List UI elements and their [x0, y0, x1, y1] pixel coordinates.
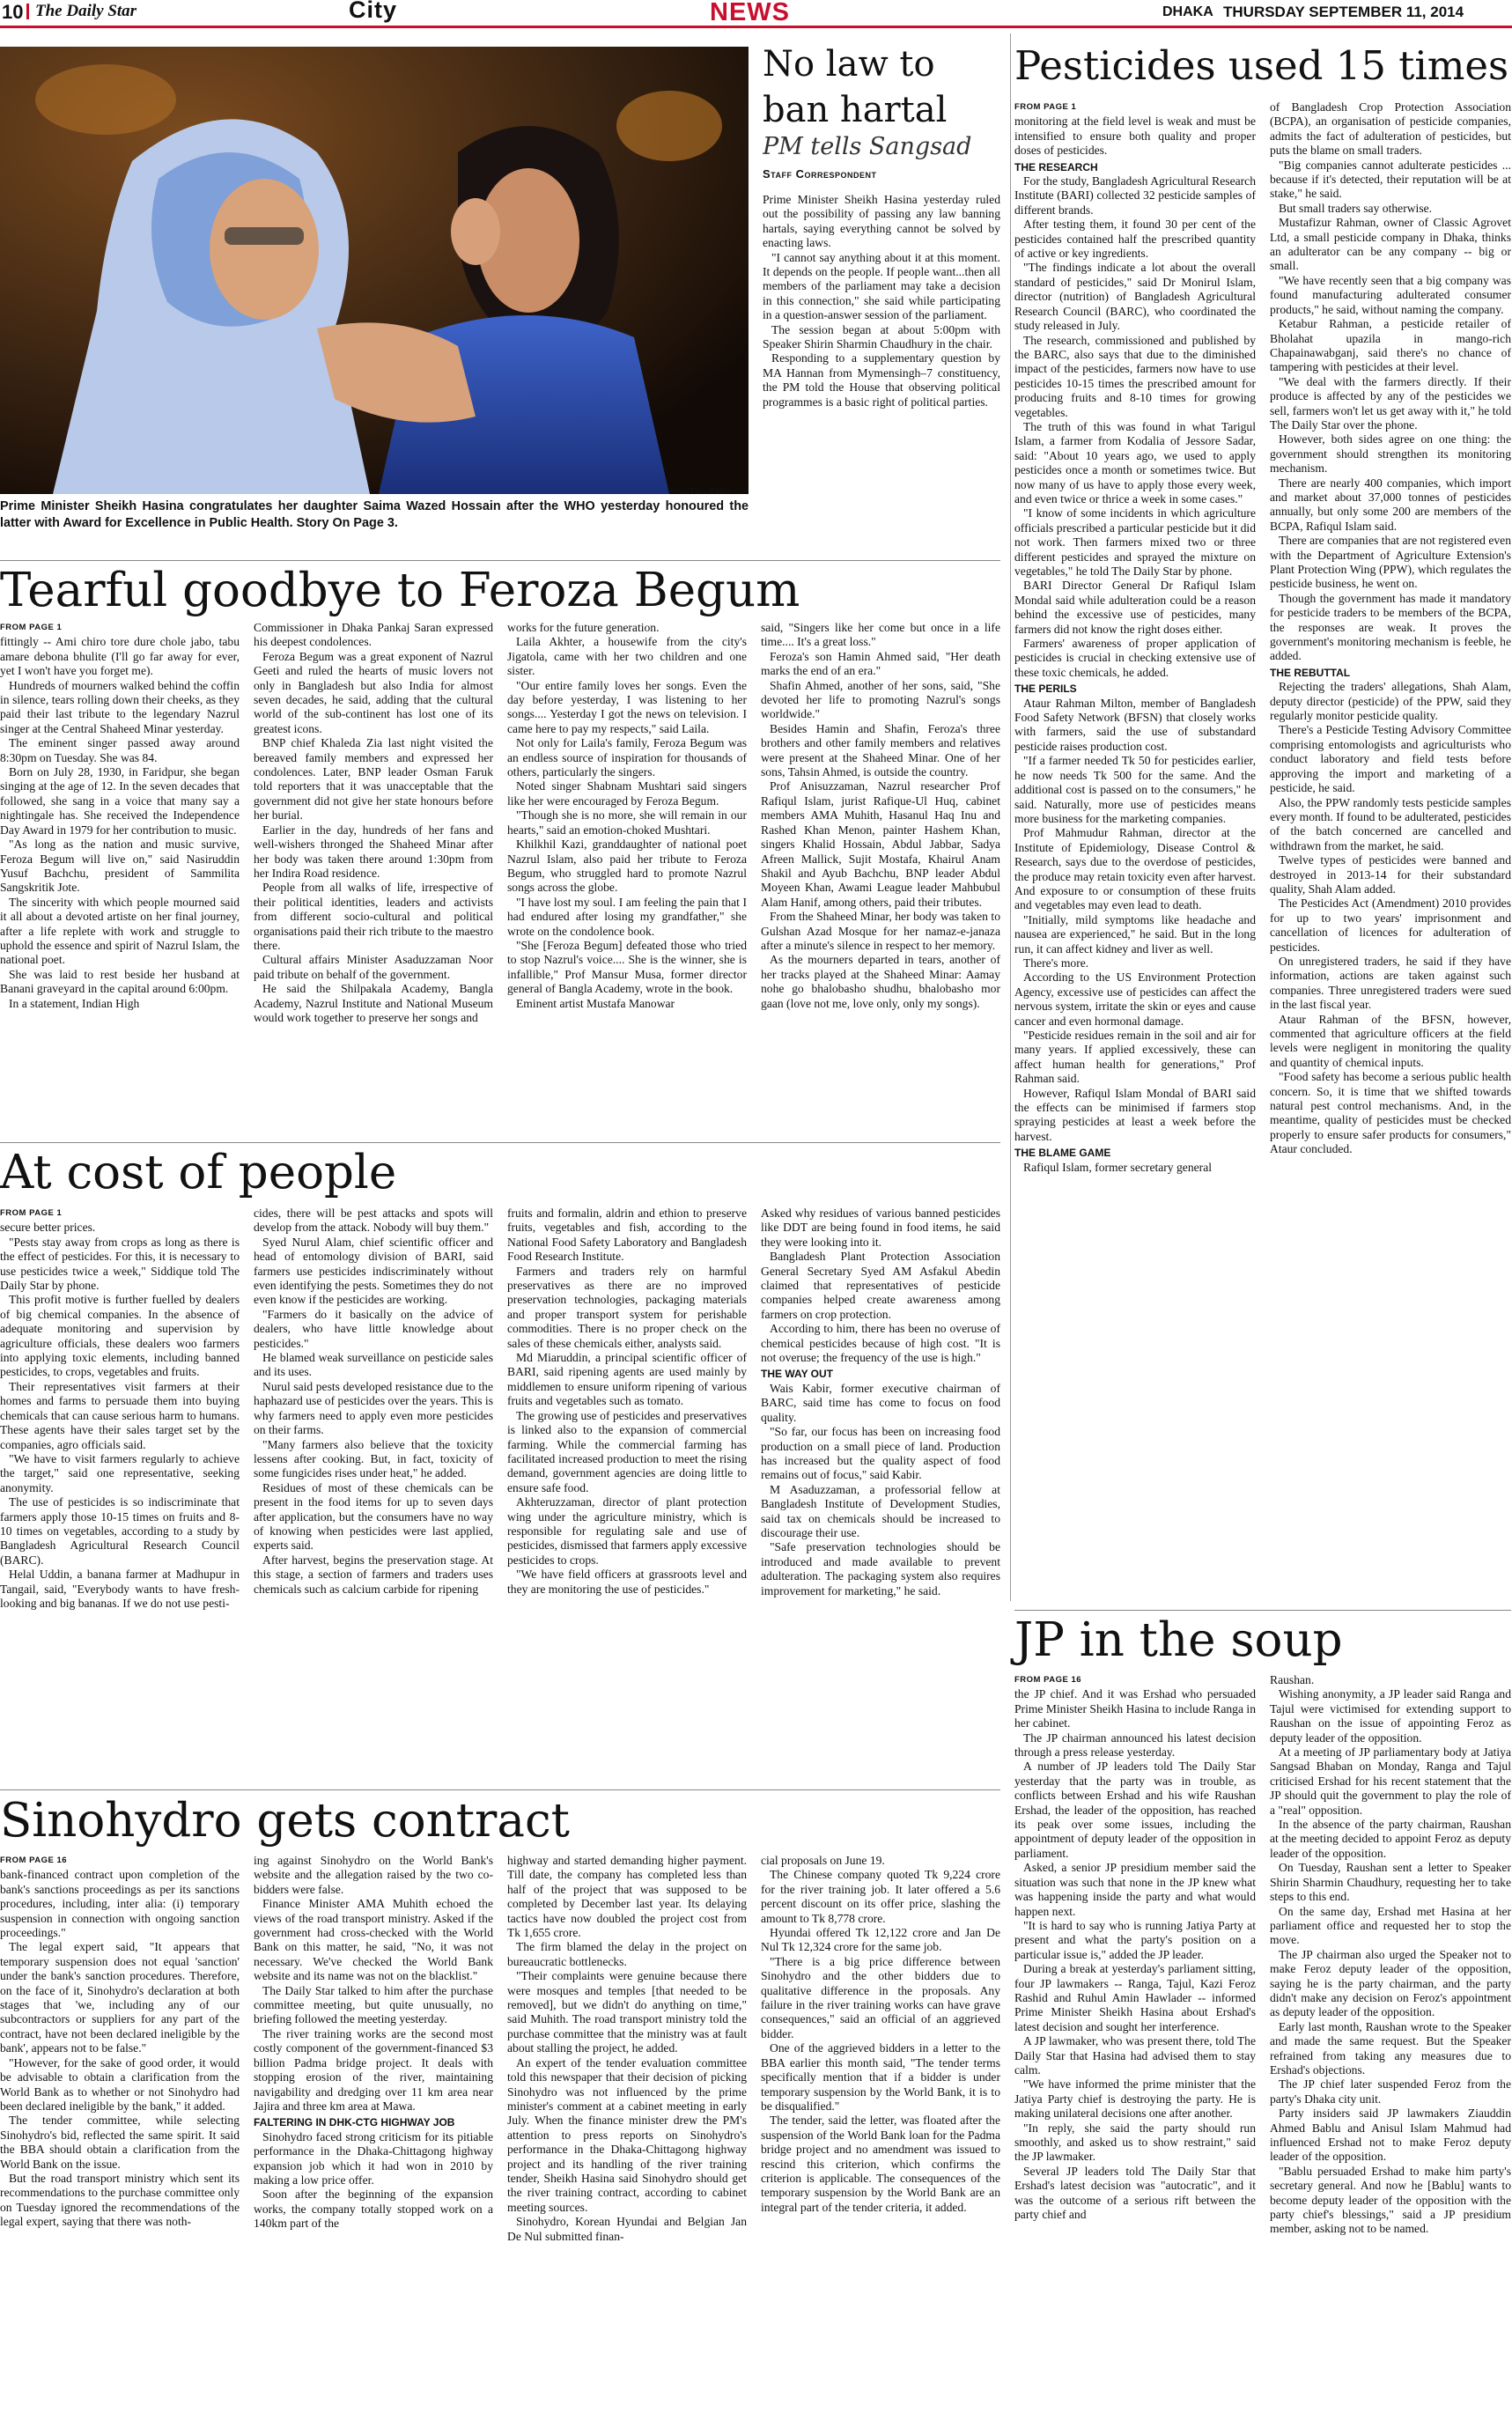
paragraph: "Big companies cannot adulterate pesticides ... because if it's detected, their reputation will be at stake," he said.	[1270, 158, 1511, 201]
from-page-label: FROM PAGE 16	[1014, 1675, 1082, 1685]
paragraph: The Pesticides Act (Amendment) 2010 provides for up to two years' imprisonment and cancellation of licences for adulteration of pesticides.	[1270, 896, 1511, 954]
paragraph: Party insiders said JP lawmakers Ziauddin Ahmed Bablu and Anisul Islam Mahmud had influenced Ershad not to make Feroz deputy leader of the opposition.	[1270, 2106, 1511, 2164]
page-number-divider	[26, 4, 29, 19]
paragraph: "We have informed the prime minister that the Jatiya Party chief is destroying the party. He is making unilateral decisions one after another.	[1014, 2077, 1256, 2121]
paragraph: The session began at about 5:00pm with Speaker Shirin Sharmin Chaudhury in the chair.	[763, 322, 1000, 351]
lead-photo-image	[0, 47, 749, 494]
paragraph: An expert of the tender evaluation committee told this newspaper that their decision of picking Sinohydro was not influenced by the prime minister's comment at a cabinet meeting in early July. When the finance minister drew the PM's attention to press reports on Sinohydro's performance in the Dhaka-Chittagong highway project and its handling of the river training tender, Sheikh Hasina said Sinohydro should get the river training contract, according to cabinet meeting sources.	[507, 2055, 747, 2214]
paragraph: However, Rafiqul Islam Mondal of BARI said the effects can be minimised if farmers stop spraying pesticides at least a week before the harvest.	[1014, 1086, 1256, 1143]
paragraph: Earlier in the day, hundreds of her fans and well-wishers thronged the Shaheed Minar after her body was taken there around 1:30pm from her Indira Road residence.	[254, 823, 493, 880]
sino-col-1	[0, 1854, 240, 2418]
paragraph: Soon after the beginning of the expansion works, the company totally stopped work on a 140km part of the	[254, 2188, 493, 2231]
dateline-city: DHAKA	[1162, 4, 1213, 19]
paragraph: Khilkhil Kazi, granddaughter of national poet Nazrul Islam, also paid her tribute to Feroza Begum, who struggled hard to promote Nazrul songs across the globe.	[507, 837, 747, 895]
paragraph: cides, there will be pest attacks and spots will develop from the attack. Nobody will buy them."	[254, 1206, 493, 1235]
paragraph: Feroza Begum was a great exponent of Nazrul Geeti and ruled the hearts of music lovers not only in Bangladesh but also India for almost seven decades, he said, adding that the cultural world of the sub-continent has lost one of its greatest icons.	[254, 649, 493, 735]
paragraph: Prof Anisuzzaman, Nazrul researcher Prof Rafiqul Islam, jurist Rafique-Ul Huq, cabinet members AMA Muhith, Hasanul Haq Inu and Rashed Khan Menon, painter Hashem Khan, singers Khalid Hossain, Abdul Jabbar, Sadya Afreen Mallick, Sujit Mostafa, Khairul Anam Shakil and Ayub Bachchu, BNP leader Abdul Moyeen Khan, Awami League leader Mahbubul Alam Hanif, among others, paid their tributes.	[761, 779, 1000, 909]
paragraph: "I have lost my soul. I am feeling the pain that I had endured after losing my grandfather," she wrote on the condolence book.	[507, 895, 747, 938]
paragraph: According to the US Environment Protection Agency, excessive use of pesticides can affect the nervous system, irritate the skin or eyes and cause cancer and even hormonal damage.	[1014, 970, 1256, 1028]
paragraph: works for the future generation.	[507, 621, 660, 634]
paragraph: The river training works are the second most costly component of the government-financed $3 billion Padma bridge project. It deals with stopping erosion of the river, maintaining navigability and dredging over 11 km area near Jajira and three km area at Mawa.	[254, 2026, 493, 2113]
paragraph: Bangladesh Plant Protection Association General Secretary Syed AM Asfakul Abedin claimed that representatives of pesticide companies helped create awareness among farmers on crop protection.	[761, 1250, 1000, 1321]
cost-col-1	[0, 1206, 240, 1783]
paragraph: From the Shaheed Minar, her body was taken to Gulshan Azad Mosque for her namaz-e-janaza after a minute's silence in respect to her memory.	[761, 910, 1000, 952]
paragraph: highway and started demanding higher payment. Till date, the company has completed less than half of the project that was supposed to be completed by December last year. Its delaying tactics have now doubled the project cost from Tk 1,655 crore.	[507, 1854, 747, 1940]
paragraph: "I cannot say anything about it at this moment. It depends on the people. If people want...then all members of the parliament may take a decision in this connection," she said while participating in a question-answer session of the parliament.	[763, 250, 1000, 322]
paragraph: Helal Uddin, a banana farmer at Madhupur in Tangail, said, "Everybody wants to have fresh-looking and big bananas. If we do not use pesti-	[0, 1568, 240, 1610]
paragraph: Noted singer Shabnam Mushtari said singers like her were encouraged by Feroza Begum.	[507, 779, 747, 808]
paragraph: "We have field officers at grassroots level and they are monitoring the use of pesticides."	[507, 1568, 747, 1596]
paragraph: Ataur Rahman of the BFSN, however, commented that agriculture officers at the field levels were negligent in monitoring the quality and quantity of chemical inputs.	[1270, 1012, 1511, 1069]
subheading: THE RESEARCH	[1014, 160, 1098, 173]
paragraph: Prof Mahmudur Rahman, director at the Institute of Epidemiology, Disease Control & Research, says due to the overdose of pesticides, the produce may retain toxicity even after harvest. And exposure to or consumption of these fruits and vegetables may even lead to death.	[1014, 826, 1256, 912]
paragraph: monitoring at the field level is weak and must be intensified to ensure both quality and proper doses of pesticides.	[1014, 114, 1256, 158]
paragraph: There's more.	[1023, 955, 1089, 970]
paragraph: "In reply, she said the party should run smoothly, and asked us to show restraint," said the JP lawmaker.	[1014, 2121, 1256, 2164]
paragraph: The Chinese company quoted Tk 9,224 crore for the river training job. It later offered a 5.6 percent discount on its offer price, slashing the amount to Tk 8,778 crore.	[761, 1868, 1000, 1925]
paragraph: Feroza's son Hamin Ahmed said, "Her death marks the end of an era."	[761, 649, 1000, 678]
feroza-headline: Tearful goodbye to Feroza Begum	[0, 564, 800, 617]
paragraph: M Asaduzzaman, a professorial fellow at Bangladesh Institute of Development Studies, said tax on chemicals should be increased to discourage their use.	[761, 1482, 1000, 1539]
paragraph: secure better prices.	[0, 1221, 96, 1235]
paragraph: "Pesticide residues remain in the soil and air for many years. If applied excessively, these can affect human health for generations," Prof Rahman said.	[1014, 1029, 1256, 1086]
photo-caption: Prime Minister Sheikh Hasina congratulates her daughter Saima Wazed Hossain after the WHO yesterday honoured the latter with Award for Excellence in Public Health. Story On Page 3.	[0, 499, 749, 530]
cost-col-3	[507, 1206, 747, 1783]
paragraph: "I know of some incidents in which agriculture officials prescribed a particular pesticide but it did not work. Then farmers mixed two or three different pesticides and sprayed the mixture on vegetables," he told The Daily Star by phone.	[1014, 506, 1256, 578]
paragraph: Farmers and traders rely on harmful preservatives as there are no improved preservation technologies, packaging materials and proper transport system for perishable commodities. There is no proper check on the sales of these chemicals either, analysts said.	[507, 1264, 747, 1350]
paragraph: Rafiqul Islam, former secretary general	[1023, 1160, 1213, 1174]
paragraph: However, both sides agree on one thing: the government should strengthen its monitoring mechanism.	[1270, 432, 1511, 476]
paragraph: Ataur Rahman Milton, member of Bangladesh Food Safety Network (BFSN) that closely works with farmers, said the use of substandard pesticide raises production cost.	[1014, 696, 1256, 753]
paragraph: A number of JP leaders told The Daily Star yesterday that the party was in trouble, as conflicts between Ershad and his wife Raushan Ershad, the leader of the opposition, has reached its peak over some issues, including the appointment of deputy leader of the opposition in parliament.	[1014, 1760, 1256, 1860]
paragraph: "Food safety has become a serious public health concern. So, it is time that we shifted towards natural pest control mechanisms. And, in the meantime, quality of pesticides must be checked properly to ensure safer products for consumers," Ataur concluded.	[1270, 1070, 1511, 1156]
paragraph: A JP lawmaker, who was present there, told The Daily Star that Hasina had advised them to stay calm.	[1014, 2034, 1256, 2077]
paragraph: The tender, said the letter, was floated after the suspension of the World Bank loan for the Padma bridge project and no amendment was issued to rescind this criterion, which confirms the criterion is applicable. The consequences of the temporary suspension by the World Bank are an integral part of the tender criteria, it added.	[761, 2114, 1000, 2214]
paragraph: Wais Kabir, former executive chairman of BARC, said time has come to focus on food quality.	[761, 1381, 1000, 1424]
subheading: THE REBUTTAL	[1270, 666, 1351, 679]
paragraph: "So far, our focus has been on increasing food production on a small piece of land. Production has increased but the quality aspect of food remains out of focus," said Kabir.	[761, 1425, 1000, 1482]
subheading: THE BLAME GAME	[1014, 1147, 1111, 1160]
paragraph: She was laid to rest beside her husband at Banani graveyard in the capital around 6:00pm.	[0, 967, 240, 996]
paragraph: In a statement, Indian High	[9, 996, 140, 1010]
paragraph: The tender committee, while selecting Sinohydro's bid, reflected the same spirit. It said the BBA should obtain a clarification from the World Bank on the issue.	[0, 2114, 240, 2171]
from-page-label: FROM PAGE 16	[0, 1856, 68, 1865]
paragraph: cial proposals on June 19.	[761, 1854, 885, 1867]
paragraph: On unregistered traders, he said if they have information, actions are taken against such companies. Three unregistered traders were sued in the last fiscal year.	[1270, 954, 1511, 1012]
paragraph: For the study, Bangladesh Agricultural Research Institute (BARI) collected 32 pesticide samples of different brands.	[1014, 174, 1256, 217]
paragraph: the JP chief. And it was Ershad who persuaded Prime Minister Sheikh Hasina to include Ranga in her cabinet.	[1014, 1687, 1256, 1730]
jp-col-2	[1270, 1673, 1511, 2418]
paragraph: Mustafizur Rahman, owner of Classic Agrovet Ltd, a small pesticide company in Dhaka, thinks an adulterator can be any company -- big or small.	[1270, 216, 1511, 273]
paragraph: The JP chairman announced his latest decision through a press release yesterday.	[1014, 1730, 1256, 1760]
cost-col-4	[761, 1206, 1000, 1783]
paragraph: In the absence of the party chairman, Raushan at the meeting decided to appoint Feroz as deputy leader of the opposition.	[1270, 1818, 1511, 1860]
jp-headline: JP in the soup	[1014, 1613, 1343, 1667]
paragraph: After harvest, begins the preservation stage. At this stage, a section of farmers and traders uses chemicals such as calcium carbide for ripening	[254, 1553, 493, 1596]
hartal-byline: Staff Correspondent	[763, 167, 877, 181]
paragraph: "However, for the sake of good order, it would be advisable to obtain a clarification from the World Bank as to whether or not Sinohydro had been declared ineligible by the bank," it added.	[0, 2055, 240, 2113]
paragraph: The growing use of pesticides and preservatives is linked also to the expansion of commercial farming. While the commercial farming has facilitated increased production to meet the rising demand, government agencies are doing little to ensure safe food.	[507, 1408, 747, 1494]
sino-col-3	[507, 1854, 747, 2418]
pesticides-col-2	[1270, 100, 1511, 1608]
paragraph: The JP chief later suspended Feroz from the party's Dhaka city unit.	[1270, 2077, 1511, 2106]
paragraph: "It is hard to say who is running Jatiya Party at present and what the party's position on a particular issue is," added the JP leader.	[1014, 1918, 1256, 1961]
paragraph: Wishing anonymity, a JP leader said Ranga and Tajul were victimised for extending support to Raushan on the issue of appointing Feroz as deputy leader of the opposition.	[1270, 1687, 1511, 1745]
subheading: THE PERILS	[1014, 682, 1077, 696]
paragraph: "The findings indicate a lot about the overall standard of pesticides," said Dr Monirul Islam, director (nutrition) of Bangladesh Agricultural Research Council (BARC), who coordinated the study released in July.	[1014, 261, 1256, 333]
paragraph: bank-financed contract upon completion of the bank's sanctions proceedings as per its sanctions procedures, including, inter alia: (i) temporary suspension in connection with ongoing sanction proceedings."	[0, 1868, 240, 1940]
dateline-date: THURSDAY SEPTEMBER 11, 2014	[1223, 4, 1464, 20]
paragraph: "Pests stay away from crops as long as there is the effect of pesticides. For this, it is necessary to use pesticides twice a week," Siddique told The Daily Star by phone.	[0, 1235, 240, 1293]
sino-headline: Sinohydro gets contract	[0, 1794, 570, 1848]
masthead-rule	[0, 26, 1512, 28]
cost-col-2	[254, 1206, 493, 1783]
paragraph: Akhteruzzaman, director of plant protection wing under the agriculture ministry, which is responsible for regulating sale and use of pesticides, dismissed that farmers apply excessive pesticides to crops.	[507, 1495, 747, 1567]
paragraph: There's a Pesticide Testing Advisory Committee comprising entomologists and agriculturists who conduct laboratory and field tests before approving the import and marketing of a pesticide, he said.	[1270, 723, 1511, 795]
paragraph: The sincerity with which people mourned said it all about a devoted artiste on her final journey, after a life replete with work and struggle to uphold the essence and spirit of Nazrul Islam, the national poet.	[0, 895, 240, 967]
paragraph: Eminent artist Mustafa Manowar	[516, 996, 675, 1010]
paragraph: "Farmers do it basically on the advice of dealers, who have little knowledge about pesticides."	[254, 1307, 493, 1350]
paragraph: The JP chairman also urged the Speaker not to make Feroz deputy leader of the opposition, saying he is the party chairman, and the party didn't make any decision on Feroz's appointment as deputy leader of the opposition.	[1270, 1947, 1511, 2019]
feroza-col-4	[761, 621, 1000, 1139]
paragraph: He blamed weak surveillance on pesticide sales and its uses.	[254, 1351, 493, 1379]
paragraph: of Bangladesh Crop Protection Association (BCPA), an organisation of pesticide companies, admits the fact of adulteration of pesticides, but puts the blame on small traders.	[1270, 100, 1511, 158]
paragraph: BNP chief Khaleda Zia last night visited the bereaved family members and expressed her condolences. Later, BNP leader Osman Faruk told reporters that it was unacceptable that the government did not give her state honours before her burial.	[254, 736, 493, 823]
paragraph: Nurul said pests developed resistance due to the haphazard use of pesticides over the years. This is why farmers need to apply even more pesticides on their farms.	[254, 1379, 493, 1437]
column-divider	[1010, 33, 1011, 1601]
jp-col-1	[1014, 1673, 1256, 2418]
paragraph: During a break at yesterday's parliament sitting, four JP lawmakers -- Ranga, Tajul, Kazi Feroz Rashid and Ruhul Amin Hawlader -- informed Prime Minister Sheikh Hasina about Ershad's latest decision and sought her interference.	[1014, 1962, 1256, 2033]
paragraph: "We have to visit farmers regularly to achieve the target," said one representative, seeking anonymity.	[0, 1451, 240, 1494]
photo-credit: PHOTO: PMO	[669, 487, 731, 497]
paragraph: One of the aggrieved bidders in a letter to the BBA earlier this month said, "The tender terms specifically mention that if a bidder is under temporary suspension by the World Bank, it is to be disqualified."	[761, 2041, 1000, 2113]
paragraph: "Initially, mild symptoms like headache and nausea are experienced," he said. But in the long run, it can affect kidney and liver as well.	[1014, 912, 1256, 955]
cost-headline: At cost of people	[0, 1146, 397, 1199]
paragraph: "Their complaints were genuine because there were mosques and temples [that needed to be removed], but we didn't do anything on time," said Muhith. The road transport ministry told the purchase committee that the ministry was at fault about stalling the project, he added.	[507, 1969, 747, 2055]
paragraph: Cultural affairs Minister Asaduzzaman Noor paid tribute on behalf of the government.	[254, 953, 493, 981]
paragraph: said, "Singers like her come but once in a life time.... It's a great loss."	[761, 621, 1000, 649]
paragraph: Asked why residues of various banned pesticides like DDT are being found in food items, he said they were looking into it.	[761, 1206, 1000, 1249]
paragraph: Sinohydro, Korean Hyundai and Belgian Jan De Nul submitted finan-	[507, 2215, 747, 2243]
paragraph: According to him, there has been no overuse of chemical pesticides because of high cost. "It is not overuse; the frequency of the use is high."	[761, 1322, 1000, 1365]
paragraph: Early last month, Raushan wrote to the Speaker and made the same request. But the Speaker refrained from taking any measures due to Ershad's objections.	[1270, 2019, 1511, 2077]
paragraph: The legal expert said, "It appears that temporary suspension does not equal 'sanction' under the bank's sanction procedures. Therefore, on the face of it, Sinohydro's declaration at both stages that 'we, including any of our subcontractors or suppliers for any part of the contract, have not been declared ineligible by the bank', appears not to be false."	[0, 1940, 240, 2055]
paragraph: ing against Sinohydro on the World Bank's website and the allegation raised by the two co-bidders were false.	[254, 1854, 493, 1896]
paragraph: Several JP leaders told The Daily Star that Ershad's latest decision was "autocratic", and it was the outcome of a serious rift between the party chief and	[1014, 2164, 1256, 2222]
paragraph: "Our entire family loves her songs. Even the day before yesterday, I was listening to her songs.... Yesterday I got the news on television. I came here to pay my respects," said Laila.	[507, 678, 747, 735]
paragraph: Shafin Ahmed, another of her sons, said, "She devoted her life to promoting Nazrul's songs worldwide."	[761, 678, 1000, 721]
paragraph: Syed Nurul Alam, chief scientific officer and head of entomology division of BARI, said farmers use pesticides indiscriminately without even identifying the pests. Sometimes they do not even know if the pesticides are working.	[254, 1235, 493, 1307]
paragraph: As the mourners departed in tears, another of her tracks played at the Shaheed Minar: Aamay nohe go bhalobasho shudhu, bhalobasho mor gaan (love not me, love only, only my songs).	[761, 953, 1000, 1010]
paragraph: Their representatives visit farmers at their homes and farms to persuade them into buying chemicals that can cause serious harm to humans. These agents have their sales target set by the companies, agro officials said.	[0, 1379, 240, 1451]
section-name: City	[349, 0, 398, 23]
paragraph: Finance Minister AMA Muhith echoed the views of the road transport ministry. Asked if the government had cross-checked with the World Bank on this matter, he said, "No, it was not necessary. We've checked the World Bank website and its name was not on the blacklist."	[254, 1897, 493, 1983]
feroza-col-2	[254, 621, 493, 1139]
paragraph: Besides Hamin and Shafin, Feroza's three brothers and other family members and relatives were present at the Shaheed Minar. One of her sons, Tahsin Ahmed, is outside the country.	[761, 721, 1000, 779]
paragraph: "If a farmer needed Tk 50 for pesticides earlier, he now needs Tk 500 for the same. And the additional cost is passed on to the consumers," he said. Naturally, more use of pesticides means more business for the marketing companies.	[1014, 754, 1256, 825]
paragraph: "We have recently seen that a big company was found manufacturing adulterated consumer products," he said, without naming the company.	[1270, 273, 1511, 316]
paragraph: The Daily Star talked to him after the purchase committee meeting, but quite unusually, no briefing followed the meeting yesterday.	[254, 1983, 493, 2026]
paragraph: Hyundai offered Tk 12,122 crore and Jan De Nul Tk 12,324 crore for the same job.	[761, 1926, 1000, 1954]
paragraph: But the road transport ministry which sent its recommendations to the purchase committee only on Tuesday ignored the recommendations of the legal expert, saying that there was noth-	[0, 2171, 240, 2229]
paragraph: Residues of most of these chemicals can be present in the food items for up to seven days after application, but the consumers have no way of knowing when pesticides were last applied, experts said.	[254, 1480, 493, 1553]
section-rule	[0, 1142, 1000, 1143]
paragraph: Ketabur Rahman, a pesticide retailer of Bholahat upazila in mango-rich Chapainawabganj, said there's no chance of tampering with pesticides at their level.	[1270, 317, 1511, 374]
paragraph: Born on July 28, 1930, in Faridpur, she began singing at the age of 12. In the seven decades that followed, she sang in a voice that many say a nightingale has. She received the Independence Day Award in 1979 for her contribution to music.	[0, 765, 240, 837]
paragraph: Farmers' awareness of proper application of pesticides is crucial in checking extensive use of these toxic chemicals, he added.	[1014, 637, 1256, 679]
paragraph: Sinohydro faced strong criticism for its pitiable performance in the Dhaka-Chittagong highway expansion job which it had won in 2010 by making a low price offer.	[254, 2129, 493, 2187]
feroza-col-1	[0, 621, 240, 1139]
paragraph: The eminent singer passed away around 8:30pm on Tuesday. She was 84.	[0, 736, 240, 764]
paragraph: Also, the PPW randomly tests pesticide samples every month. If found to be adulterated, pesticides of the batch concerned are cancelled and withdrawn from the market, he said.	[1270, 795, 1511, 852]
paragraph: Asked, a senior JP presidium member said the situation was such that none in the JP knew what was happening inside the party and what would happen next.	[1014, 1861, 1256, 1918]
paragraph: After testing them, it found 30 per cent of the pesticides contained half the prescribed quantity of active or key ingredients.	[1014, 218, 1256, 261]
paragraph: The firm blamed the delay in the project on bureaucratic bottlenecks.	[507, 1940, 747, 1968]
from-page-label: FROM PAGE 1	[0, 1208, 63, 1218]
paragraph: This profit motive is further fuelled by dealers of big chemical companies. In the absence of adequate monitoring and supervision by agriculture officials, these dealers woo farmers into applying toxic elements, including banned pesticides, to crops, vegetables and fruits.	[0, 1293, 240, 1379]
paragraph: The truth of this was found in what Tarigul Islam, a farmer from Kodalia of Jessore Sadar, said: "About 10 years ago, we used to apply pesticides once a month or sometimes twice. But now many of us have to apply those every week, and even twice or thrice a week in some cases."	[1014, 419, 1256, 505]
hartal-subhead: PM tells Sangsad	[763, 133, 972, 160]
paragraph: fruits and formalin, aldrin and ethion to preserve fruits, vegetables and fish, according to the National Food Safety Laboratory and Bangladesh Food Research Institute.	[507, 1206, 747, 1264]
paragraph: People from all walks of life, irrespective of their political identities, leaders and activists from different socio-cultural and political organisations paid their rich tribute to the maestro there.	[254, 881, 493, 952]
subheading: THE WAY OUT	[761, 1368, 834, 1381]
paragraph: BARI Director General Dr Rafiqul Islam Mondal said while adulteration could be a reason behind the excessive use of pesticides, many farmers did not know the right doses either.	[1014, 579, 1256, 636]
paragraph: Though the government has made it mandatory for pesticide traders to be members of the BCPA, the responses are weak. It proves the government's monitoring mechanism is feeble, he added.	[1270, 591, 1511, 663]
paragraph: But small traders say otherwise.	[1279, 201, 1433, 215]
paragraph: "As long as the nation and music survive, Feroza Begum will live on," said Nasiruddin Yusuf Bachchu, president of Sammilita Sangskritik Jote.	[0, 837, 240, 895]
paragraph: "Bablu persuaded Ershad to make him party's secretary general. And now he [Bablu] wants to become deputy leader of the opposition with the party chief's blessings," said a JP presidium member, asking not to be named.	[1270, 2164, 1511, 2236]
sino-col-2	[254, 1854, 493, 2418]
paragraph: Prime Minister Sheikh Hasina yesterday ruled out the possibility of passing any law banning hartals, saying everything cannot be solved by enacting laws.	[763, 193, 1000, 250]
paragraph: Rejecting the traders' allegations, Shah Alam, deputy director (pesticide) of the PPW, said they regularly monitor pesticide quality.	[1270, 680, 1511, 723]
paragraph: The research, commissioned and published by the BARC, also says that due to the diminished impact of the pesticides, farmers now have to use pesticides 10-15 times the prescribed amount for producing fruits and 8-10 times for growing vegetables.	[1014, 333, 1256, 419]
paragraph: "Many farmers also believe that the toxicity lessens after cooking. But, in fact, toxicity of some fungicides rises under heat," he added.	[254, 1437, 493, 1480]
paragraph: "There is a big price difference between Sinohydro and the other bidders due to qualitative difference in the proposals. Any failure in the river training works can have grave consequences," said an official of an aggrieved bidder.	[761, 1954, 1000, 2040]
paragraph: On the same day, Ershad met Hasina at her parliament office and requested her to stop the move.	[1270, 1904, 1511, 1947]
paragraph: Not only for Laila's family, Feroza Begum was an endless source of inspiration for thousands of others, particularly the singers.	[507, 736, 747, 779]
paragraph: "Though she is no more, she will remain in our hearts," said an emotion-choked Mushtari.	[507, 808, 747, 837]
paragraph: Twelve types of pesticides were banned and destroyed in 2013-14 for their substandard quality, Shah Alam added.	[1270, 853, 1511, 896]
paragraph: "Safe preservation technologies should be introduced and made available to prevent adulteration. The packaging system also requires improvement for marketing," he said.	[761, 1540, 1000, 1597]
pesticides-col-1	[1014, 100, 1256, 1608]
news-flag: NEWS	[710, 0, 790, 25]
paragraph: "We deal with the farmers directly. If their produce is affected by any of the pesticides we sell, farmers won't let us get away with it," he told The Daily Star over the phone.	[1270, 374, 1511, 432]
subheading: FALTERING IN DHK-CTG HIGHWAY JOB	[254, 2116, 455, 2129]
paragraph: "She [Feroza Begum] defeated those who tried to stop Nazrul's voice.... She is the winner, she is infallible," Prof Mansur Musa, former director general of Bangla Academy, wrote in the book.	[507, 938, 747, 996]
paragraph: Commissioner in Dhaka Pankaj Saran expressed his deepest condolences.	[254, 621, 493, 649]
paper-logo: The Daily Star	[35, 2, 137, 20]
lead-photo	[0, 47, 749, 494]
paragraph: Responding to a supplementary question by MA Hannan from Mymensingh–7 constituency, the PM told the House that observing political programmes is a basic right of political parties.	[763, 351, 1000, 409]
hartal-body	[763, 193, 1000, 541]
from-page-label: FROM PAGE 1	[0, 623, 63, 632]
section-rule	[0, 1789, 1000, 1790]
paragraph: He said the Shilpakala Academy, Bangla Academy, Nazrul Institute and National Museum would work together to preserve her songs and	[254, 982, 493, 1024]
feroza-col-3	[507, 621, 747, 1139]
paragraph: At a meeting of JP parliamentary body at Jatiya Sangsad Bhaban on Monday, Ranga and Tajul criticised Ershad for his recent statement that the JP should quit the government to play the role of a "real" opposition.	[1270, 1745, 1511, 1817]
paragraph: The use of pesticides is so indiscriminate that farmers apply those 10-15 times on fruits and 8-10 times on vegetables, according to a study by Bangladesh Agricultural Research Council (BARC).	[0, 1495, 240, 1567]
paragraph: Laila Akhter, a housewife from the city's Jigatola, came with her two children and one sister.	[507, 635, 747, 678]
paragraph: Md Miaruddin, a principal scientific officer of BARI, said ripening agents are used mainly by middlemen to ensure uniform ripening of various fruits and vegetables such as tomato.	[507, 1351, 747, 1408]
paragraph: There are companies that are not registered even with the Department of Agriculture Extension's Plant Protection Wing (PPW), which regulates the pesticide business, he went on.	[1270, 534, 1511, 591]
section-rule	[1014, 1610, 1511, 1611]
section-rule	[0, 560, 1000, 561]
masthead	[0, 0, 1512, 25]
paragraph: On Tuesday, Raushan sent a letter to Speaker Shirin Sharmin Chaudhury, requesting her to take steps to this end.	[1270, 1861, 1511, 1904]
sino-col-4	[761, 1854, 1000, 2418]
page-number: 10	[2, 1, 24, 23]
paragraph: fittingly -- Ami chiro tore dure chole jabo, tabu amare debona bhulite (I'll go far away for ever, yet I won't have you forget me).	[0, 635, 240, 678]
from-page-label: FROM PAGE 1	[1014, 102, 1077, 112]
paragraph: There are nearly 400 companies, which import and market about 37,000 tonnes of pesticides annually, but only some 200 are members of the BCPA, Rafiqul Islam said.	[1270, 476, 1511, 533]
pesticides-headline: Pesticides used 15 times	[1014, 42, 1509, 89]
paragraph: Raushan.	[1270, 1673, 1315, 1686]
paragraph: Hundreds of mourners walked behind the coffin in silence, tears rolling down their cheeks, as they paid their last tribute to the legendary Nazrul singer at the Central Shaheed Minar yesterday.	[0, 678, 240, 735]
hartal-headline: No law to ban hartal	[763, 44, 948, 130]
